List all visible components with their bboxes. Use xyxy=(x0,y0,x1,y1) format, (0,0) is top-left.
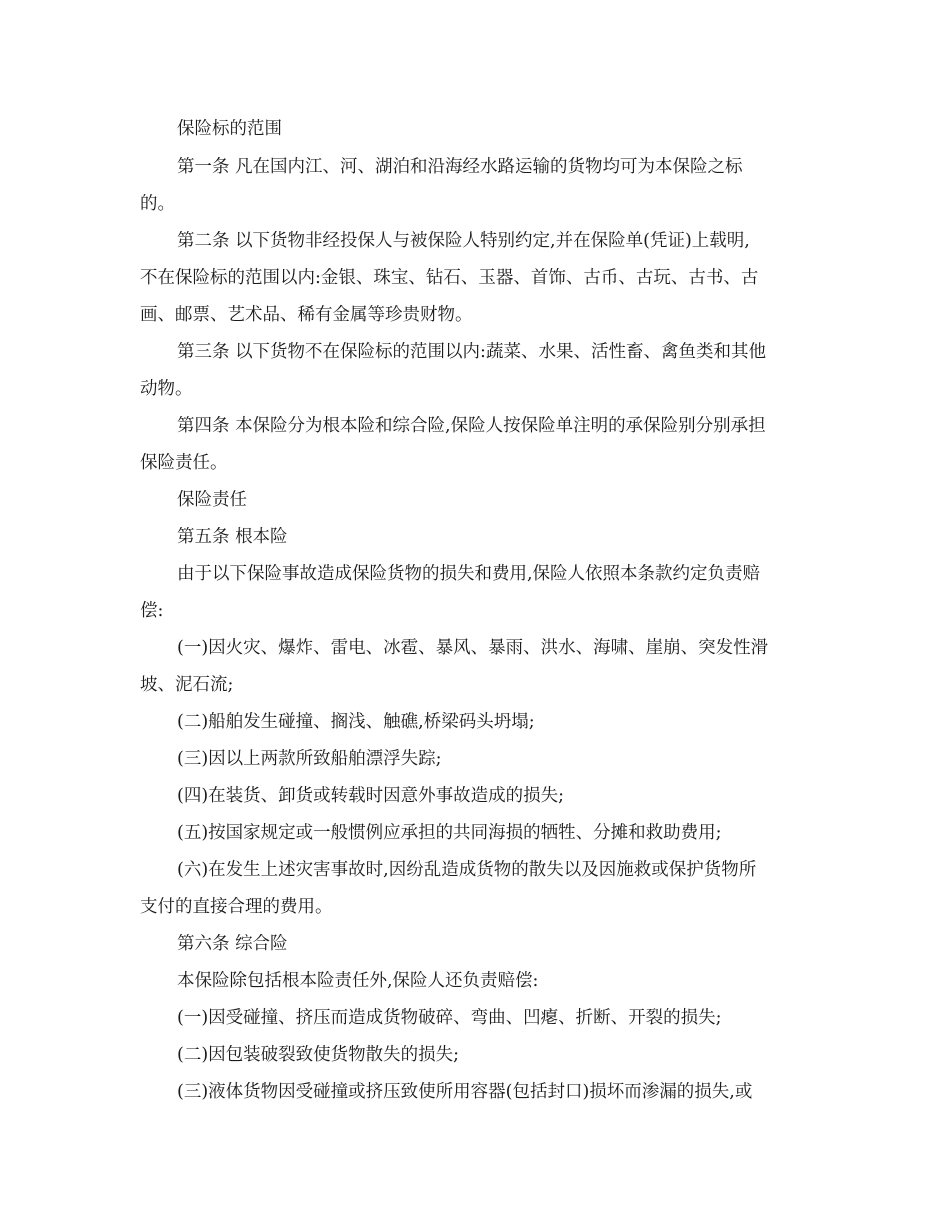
article-5-item-5: (五)按国家规定或一般惯例应承担的共同海损的牺牲、分摊和救助费用; xyxy=(177,823,722,843)
article-2-line-3: 画、邮票、艺术品、稀有金属等珍贵财物。 xyxy=(140,305,473,325)
article-3-line-2: 动物。 xyxy=(140,379,193,399)
article-5-intro-line-1: 由于以下保险事故造成保险货物的损失和费用,保险人依照本条款约定负责赔 xyxy=(177,564,761,584)
article-5-item-1-line-1: (一)因火灾、爆炸、雷电、冰雹、暴风、暴雨、洪水、海啸、崖崩、突发性滑 xyxy=(177,638,769,658)
article-6-intro: 本保险除包括根本险责任外,保险人还负责赔偿: xyxy=(177,971,539,991)
article-5-intro-line-2: 偿: xyxy=(140,601,164,621)
article-5-item-3: (三)因以上两款所致船舶漂浮失踪; xyxy=(177,749,442,769)
article-6-item-1: (一)因受碰撞、挤压而造成货物破碎、弯曲、凹瘪、折断、开裂的损失; xyxy=(177,1008,722,1028)
article-1-line-1: 第一条 凡在国内江、河、湖泊和沿海经水路运输的货物均可为本保险之标 xyxy=(177,157,743,177)
section-heading-liability: 保险责任 xyxy=(177,490,247,510)
article-2-line-1: 第二条 以下货物非经投保人与被保险人特别约定,并在保险单(凭证)上载明, xyxy=(177,231,750,251)
article-6-heading: 第六条 综合险 xyxy=(177,934,288,954)
article-5-item-1-line-2: 坡、泥石流; xyxy=(140,675,234,695)
article-5-item-6-line-2: 支付的直接合理的费用。 xyxy=(140,897,333,917)
article-6-item-3-line-1: (三)液体货物因受碰撞或挤压致使所用容器(包括封口)损坏而渗漏的损失,或 xyxy=(177,1082,753,1102)
article-4-line-1: 第四条 本保险分为根本险和综合险,保险人按保险单注明的承保险别分别承担 xyxy=(177,416,766,436)
article-2-line-2: 不在保险标的范围以内:金银、珠宝、钻石、玉器、首饰、古币、古玩、古书、古 xyxy=(140,268,759,288)
article-5-item-6-line-1: (六)在发生上述灾害事故时,因纷乱造成货物的散失以及因施救或保护货物所 xyxy=(177,860,757,880)
article-1-line-2: 的。 xyxy=(140,194,175,214)
article-5-item-4: (四)在装货、卸货或转载时因意外事故造成的损失; xyxy=(177,786,565,806)
article-3-line-1: 第三条 以下货物不在保险标的范围以内:蔬菜、水果、活性畜、禽鱼类和其他 xyxy=(177,342,766,362)
article-6-item-2: (二)因包装破裂致使货物散失的损失; xyxy=(177,1045,460,1065)
section-heading-insured-scope: 保险标的范围 xyxy=(177,119,282,139)
article-5-heading: 第五条 根本险 xyxy=(177,527,288,547)
article-4-line-2: 保险责任。 xyxy=(140,453,228,473)
article-5-item-2: (二)船舶发生碰撞、搁浅、触礁,桥梁码头坍塌; xyxy=(177,712,535,732)
